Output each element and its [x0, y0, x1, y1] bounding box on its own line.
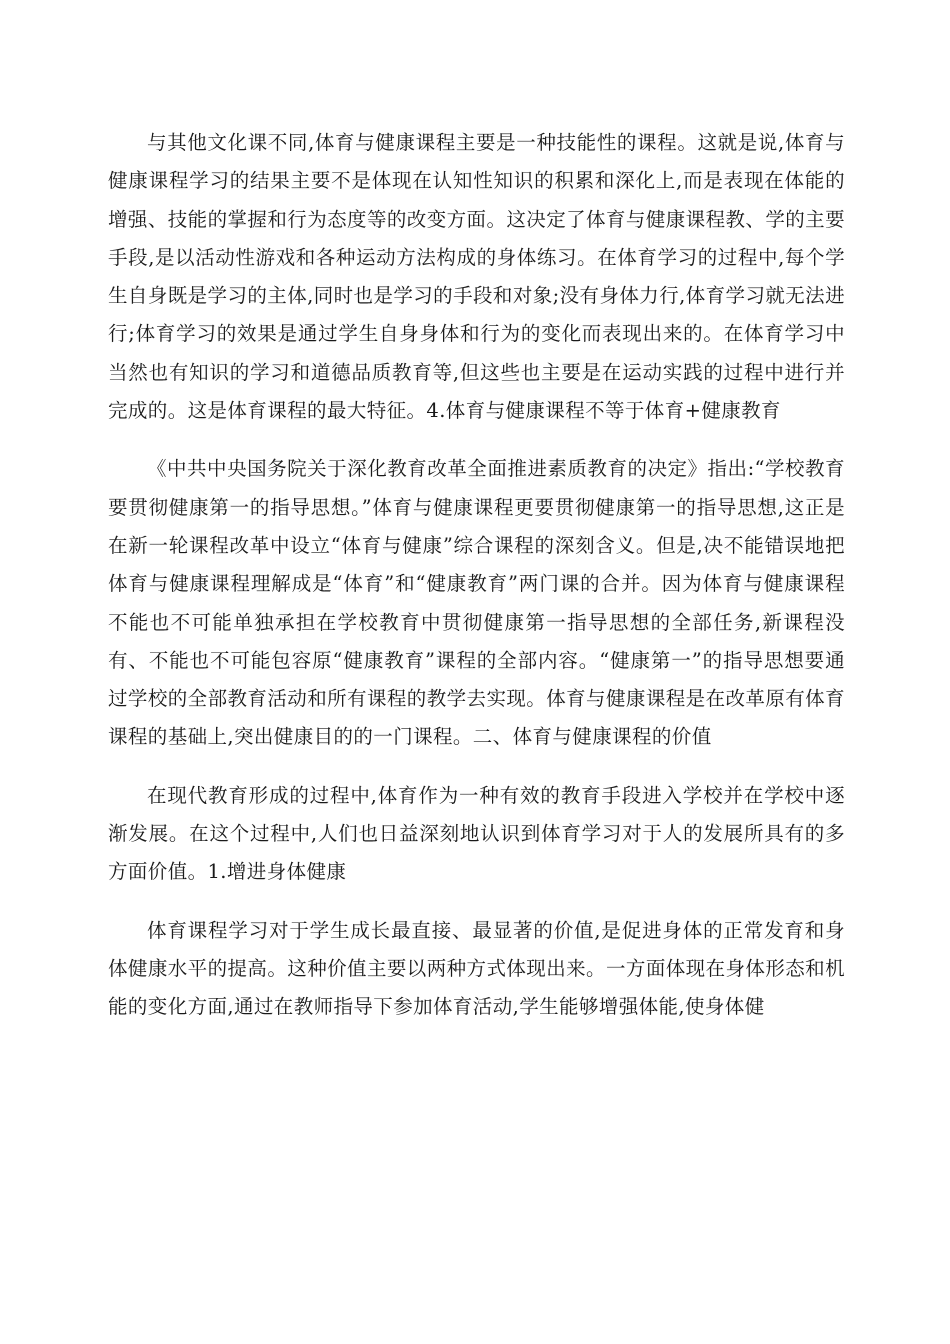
paragraph: 与其他文化课不同,体育与健康课程主要是一种技能性的课程。这就是说,体育与健康课程学习的结果主要不是体现在认知性知识的积累和深化上,而是表现在体能的增强、技能的掌握和行为态度等的改变方面。这决定了体育与健康课程教、学的主要手段,是以活动性游戏和各种运动方法构成的身体练习。在体育学习的过程中,每个学生自身既是学习的主体,同时也是学习的手段和对象;没有身体力行,体育学习就无法进行;体育学习的效果是通过学生自身身体和行为的变化而表现出来的。在体育学习中当然也有知识的学习和道德品质教育等,但这些也主要是在运动实践的过程中进行并完成的。这是体育课程的最大特征。4.体育与健康课程不等于体育+健康教育	[108, 131, 845, 423]
paragraph: 在现代教育形成的过程中,体育作为一种有效的教育手段进入学校并在学校中逐渐发展。在这个过程中,人们也日益深刻地认识到体育学习对于人的发展所具有的多方面价值。1.增进身体健康	[108, 783, 845, 884]
document-body	[108, 124, 845, 1027]
paragraph: 《中共中央国务院关于深化教育改革全面推进素质教育的决定》指出:“学校教育要贯彻健康第一的指导思想。”体育与健康课程更要贯彻健康第一的指导思想,这正是在新一轮课程改革中设立“体育与健康”综合课程的深刻含义。但是,决不能错误地把体育与健康课程理解成是“体育”和“健康教育”两门课的合并。因为体育与健康课程不能也不可能单独承担在学校教育中贯彻健康第一指导思想的全部任务,新课程没有、不能也不可能包容原“健康教育”课程的全部内容。“健康第一”的指导思想要通过学校的全部教育活动和所有课程的教学去实现。体育与健康课程是在改革原有体育课程的基础上,突出健康目的的一门课程。二、体育与健康课程的价值	[108, 457, 845, 749]
paragraph: 体育课程学习对于学生成长最直接、最显著的价值,是促进身体的正常发育和身体健康水平的提高。这种价值主要以两种方式体现出来。一方面体现在身体形态和机能的变化方面,通过在教师指导下参加体育活动,学生能够增强体能,使身体健	[108, 918, 845, 1019]
